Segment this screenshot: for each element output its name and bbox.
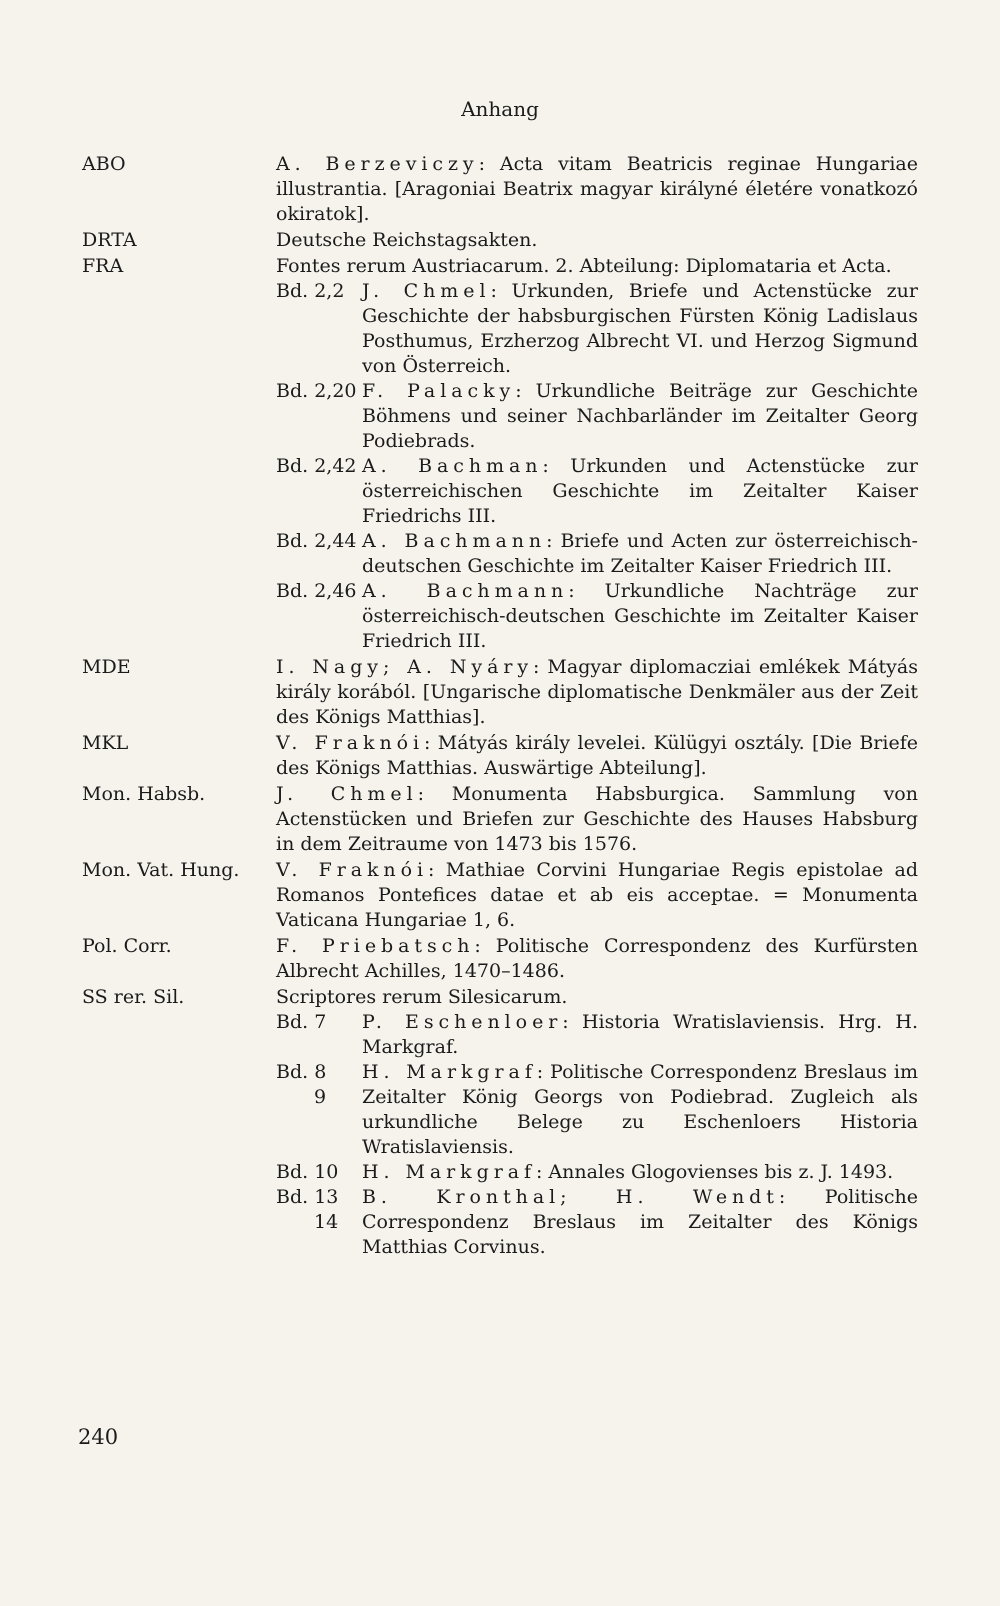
abbreviation-definition [276, 254, 918, 654]
citation-text: : Politische Correspondenz Breslaus im Zeitalter des Königs Matthias Corvinus. [362, 1186, 918, 1258]
volume-entry [276, 1060, 918, 1160]
author-name: I. Nagy; A. Nyáry [276, 656, 534, 678]
volume-citation [362, 529, 918, 579]
author-name: V. Fraknói [276, 732, 425, 754]
volume-number [276, 1160, 362, 1185]
abbreviation-definition [276, 655, 918, 730]
abbreviation-term: Mon. Habsb. [82, 783, 206, 805]
volume-label: Bd. 7 [276, 1011, 327, 1033]
citation-text: : Briefe und Acten zur österreichisch-deutschen Geschichte im Zeitalter Kaiser Friedrich III. [362, 530, 918, 577]
citation-text: : Mátyás király levelei. Külügyi osztály. [Die Briefe des Königs Matthias. Auswärtige Abteilung]. [276, 732, 918, 779]
volume-label: Bd. 2,20 [276, 380, 357, 402]
citation-text: : Politische Correspondenz Breslaus im Zeitalter König Georgs von Podiebrad. Zugleich als urkundliche Belege zu Eschenloers Historia Wratislaviensis. [362, 1061, 918, 1158]
volume-entry [276, 279, 918, 379]
author-name: H. Markgraf [362, 1061, 537, 1083]
author-name: A. Bachman [362, 455, 543, 477]
abbreviation-entry [82, 985, 918, 1260]
volume-number [276, 529, 362, 579]
abbreviation-entry [82, 731, 918, 781]
volume-citation [362, 279, 918, 379]
volume-entry [276, 529, 918, 579]
abbreviation-entry [82, 782, 918, 857]
abbreviation-term: Mon. Vat. Hung. [82, 859, 240, 881]
abbreviation-entry [82, 152, 918, 227]
author-name: A. Bachmann [362, 580, 569, 602]
citation-text: : Annales Glogovienses bis z. J. 1493. [535, 1161, 894, 1183]
page-number: 240 [78, 1425, 119, 1449]
abbreviation-definition [276, 934, 918, 984]
author-name: B. Kronthal; H. Wendt [362, 1186, 779, 1208]
abbreviation-definition [276, 731, 918, 781]
abbreviation-list [82, 152, 918, 1261]
citation-text: Deutsche Reichstagsakten. [276, 229, 538, 251]
abbreviation-term: SS rer. Sil. [82, 986, 185, 1008]
volume-number [276, 379, 362, 454]
running-header: Anhang [461, 97, 539, 121]
citation-text: : Urkunden, Briefe und Actenstücke zur Geschichte der habsburgischen Fürsten König Ladislaus Posthumus, Erzherzog Albrecht VI. und Herzog Sigmund von Österreich. [362, 280, 918, 377]
author-name: A. Bachmann [362, 530, 547, 552]
volume-entry [276, 1185, 918, 1260]
abbreviation-term: DRTA [82, 229, 137, 251]
citation-text: Scriptores rerum Silesicarum. [276, 986, 568, 1008]
abbreviation-term: MDE [82, 656, 131, 678]
author-name: J. Chmel [362, 280, 491, 302]
volume-label: Bd. 2,44 [276, 530, 357, 552]
volume-citation [362, 379, 918, 454]
volume-entry [276, 1010, 918, 1060]
abbreviation-definition [276, 782, 918, 857]
abbreviation-term: Pol. Corr. [82, 935, 172, 957]
abbreviation-term: ABO [82, 153, 126, 175]
citation-text: : Monumenta Habsburgica. Sammlung von Actenstücken und Briefen zur Geschichte des Hauses Habsburg in dem Zeitraume von 1473 bis 1576. [276, 783, 918, 855]
volume-citation [362, 1060, 918, 1160]
citation-text: : Historia Wratislaviensis. Hrg. H. Markgraf. [362, 1011, 918, 1058]
citation-text: : Acta vitam Beatricis reginae Hungariae illustrantia. [Aragoniai Beatrix magyar királyné életére vonatkozó okiratok]. [276, 153, 918, 225]
citation-text: : Urkundliche Nachträge zur österreichisch-deutschen Geschichte im Zeitalter Kaiser Friedrich III. [362, 580, 918, 652]
volume-number [276, 1010, 362, 1060]
volume-label-second: 9 [314, 1086, 327, 1108]
abbreviation-definition [276, 985, 918, 1260]
citation-text: : Politische Correspondenz des Kurfürsten Albrecht Achilles, 1470–1486. [276, 935, 918, 982]
volume-entry [276, 379, 918, 454]
volume-citation [362, 579, 918, 654]
volume-label: Bd. 2,46 [276, 580, 357, 602]
author-name: F. Priebatsch [276, 935, 475, 957]
volume-label: Bd. 13 [276, 1186, 339, 1208]
author-name: V. Fraknói [276, 859, 429, 881]
author-name: H. Markgraf [362, 1161, 536, 1183]
author-name: A. Berzeviczy [276, 153, 479, 175]
abbreviation-term: MKL [82, 732, 129, 754]
volume-citation [362, 454, 918, 529]
volume-entry [276, 454, 918, 529]
volume-label: Bd. 8 [276, 1061, 327, 1083]
volume-label: Bd. 2,42 [276, 455, 357, 477]
volume-number [276, 454, 362, 529]
abbreviation-entry [82, 228, 918, 253]
author-name: P. Eschenloer [362, 1011, 563, 1033]
author-name: J. Chmel [276, 783, 418, 805]
abbreviation-term: FRA [82, 255, 124, 277]
volume-number [276, 1060, 362, 1160]
abbreviation-definition [276, 228, 918, 253]
citation-text: : Urkundliche Beiträge zur Geschichte Böhmens und seiner Nachbarländer im Zeitalter Georg Podiebrads. [362, 380, 918, 452]
citation-text: : Mathiae Corvini Hungariae Regis epistolae ad Romanos Pontefices datae et ab eis acceptae. = Monumenta Vaticana Hungariae 1, 6. [276, 859, 918, 931]
abbreviation-entry [82, 254, 918, 654]
abbreviation-entry [82, 858, 918, 933]
abbreviation-entry [82, 934, 918, 984]
volume-entry [276, 1160, 918, 1185]
volume-citation [362, 1160, 918, 1185]
author-name: F. Palacky [362, 380, 516, 402]
volume-label: Bd. 2,2 [276, 280, 345, 302]
abbreviation-entry [82, 655, 918, 730]
volume-number [276, 1185, 362, 1260]
volume-number [276, 579, 362, 654]
volume-label-second: 14 [314, 1211, 339, 1233]
abbreviation-definition [276, 152, 918, 227]
volume-citation [362, 1185, 918, 1260]
citation-text: : Magyar diplomacziai emlékek Mátyás király korából. [Ungarische diplomatische Denkmäler aus der Zeit des Königs Matthias]. [276, 656, 918, 728]
citation-text: Fontes rerum Austriacarum. 2. Abteilung: Diplomataria et Acta. [276, 255, 892, 277]
volume-number [276, 279, 362, 379]
volume-label: Bd. 10 [276, 1161, 339, 1183]
volume-entry [276, 579, 918, 654]
volume-citation [362, 1010, 918, 1060]
citation-text: : Urkunden und Actenstücke zur österreichischen Geschichte im Zeitalter Kaiser Friedrichs III. [362, 455, 918, 527]
abbreviation-definition [276, 858, 918, 933]
